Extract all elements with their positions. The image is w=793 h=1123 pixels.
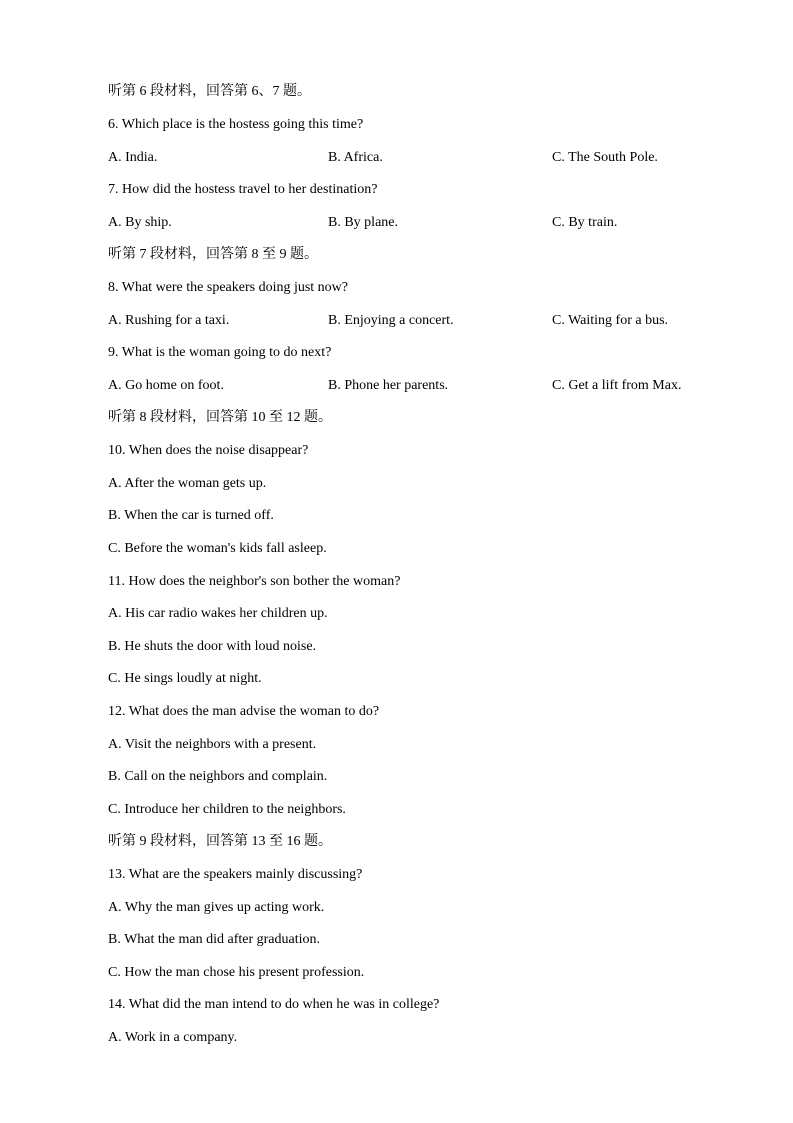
option-c: C. The South Pole. bbox=[552, 150, 658, 165]
option-a: A. Why the man gives up acting work. bbox=[108, 900, 325, 915]
option-a: A. By ship. bbox=[108, 215, 172, 230]
option-c: C. Waiting for a bus. bbox=[552, 313, 669, 328]
option-a: A. India. bbox=[108, 150, 158, 165]
option-b: B. Call on the neighbors and complain. bbox=[108, 769, 328, 784]
question-text: 10. When does the noise disappear? bbox=[108, 443, 309, 458]
question-text: 12. What does the man advise the woman to do? bbox=[108, 704, 380, 719]
option-c: C. How the man chose his present profession. bbox=[108, 965, 365, 980]
option-b: B. What the man did after graduation. bbox=[108, 932, 321, 947]
option-a: A. His car radio wakes her children up. bbox=[108, 606, 328, 621]
option-a: A. Rushing for a taxi. bbox=[108, 313, 230, 328]
question-text: 11. How does the neighbor's son bother the woman? bbox=[108, 574, 401, 589]
question-text: 9. What is the woman going to do next? bbox=[108, 345, 332, 360]
question-text: 8. What were the speakers doing just now? bbox=[108, 280, 349, 295]
option-c: C. Get a lift from Max. bbox=[552, 378, 682, 393]
option-b: B. Phone her parents. bbox=[328, 378, 449, 393]
option-a: A. Work in a company. bbox=[108, 1030, 238, 1045]
option-a: A. After the woman gets up. bbox=[108, 476, 267, 491]
question-text: 6. Which place is the hostess going this time? bbox=[108, 117, 364, 132]
question-text: 7. How did the hostess travel to her destination? bbox=[108, 182, 378, 197]
option-b: B. He shuts the door with loud noise. bbox=[108, 639, 317, 654]
option-c: C. Introduce her children to the neighbors. bbox=[108, 802, 346, 817]
option-c: C. He sings loudly at night. bbox=[108, 671, 262, 686]
section-heading: 听第 8 段材料，回答第 10 至 12 题。 bbox=[108, 410, 332, 425]
option-c: C. Before the woman's kids fall asleep. bbox=[108, 541, 327, 556]
option-b: B. Africa. bbox=[328, 150, 383, 165]
question-text: 13. What are the speakers mainly discussing? bbox=[108, 867, 363, 882]
option-b: B. When the car is turned off. bbox=[108, 508, 274, 523]
option-c: C. By train. bbox=[552, 215, 618, 230]
option-a: A. Go home on foot. bbox=[108, 378, 224, 393]
question-text: 14. What did the man intend to do when he was in college? bbox=[108, 997, 440, 1012]
section-heading: 听第 7 段材料，回答第 8 至 9 题。 bbox=[108, 247, 318, 262]
section-heading: 听第 9 段材料，回答第 13 至 16 题。 bbox=[108, 834, 332, 849]
section-heading: 听第 6 段材料，回答第 6、7 题。 bbox=[108, 84, 311, 99]
option-b: B. Enjoying a concert. bbox=[328, 313, 454, 328]
option-b: B. By plane. bbox=[328, 215, 398, 230]
option-a: A. Visit the neighbors with a present. bbox=[108, 737, 317, 752]
